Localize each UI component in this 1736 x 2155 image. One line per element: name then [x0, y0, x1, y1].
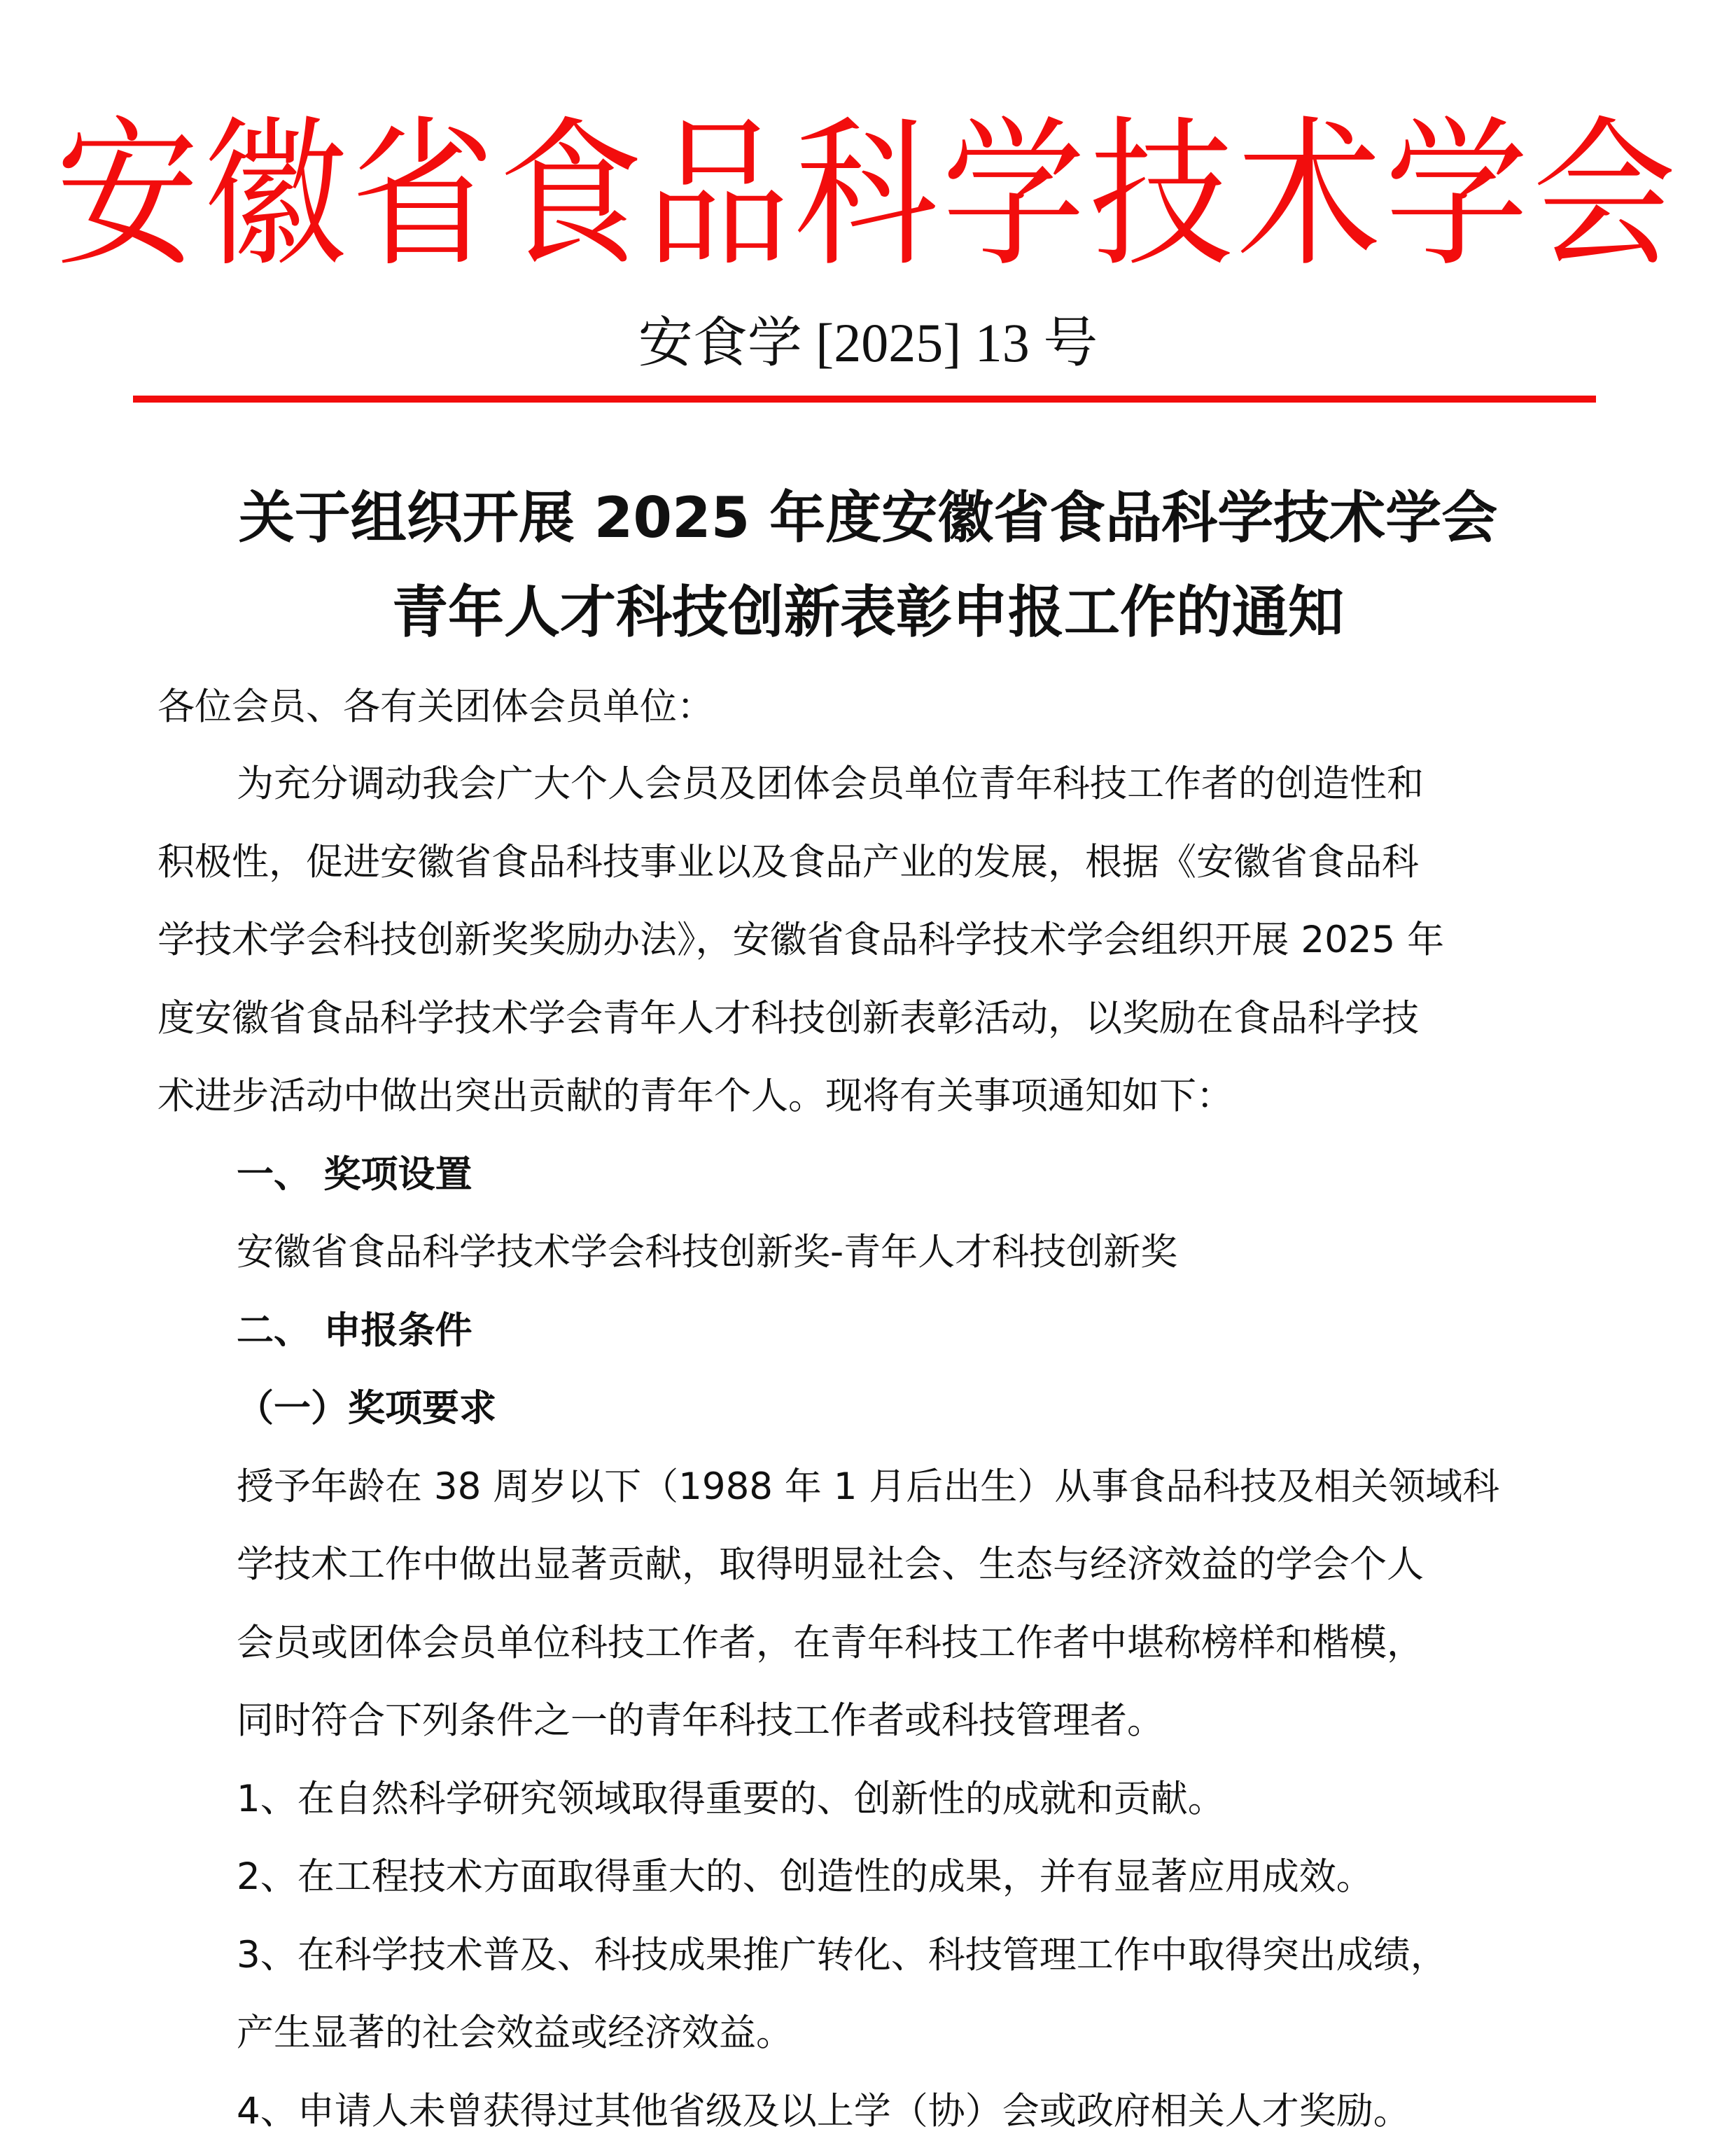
requirement-line: 同时符合下列条件之一的青年科技工作者或科技管理者。 — [237, 1699, 1164, 1742]
intro-paragraph-line: 积极性，促进安徽省食品科技事业以及食品产业的发展，根据《安徽省食品科 — [158, 841, 1419, 884]
condition-item-1: 1、在自然科学研究领域取得重要的、创新性的成就和贡献。 — [237, 1778, 1225, 1820]
condition-item-3: 3、在科学技术普及、科技成果推广转化、科技管理工作中取得突出成绩， — [237, 1934, 1448, 1976]
notice-title-line-2: 青年人才科技创新表彰申报工作的通知 — [392, 580, 1344, 645]
intro-paragraph-line: 度安徽省食品科学技术学会青年人才科技创新表彰活动，以奖励在食品科学技 — [158, 997, 1419, 1040]
award-name: 安徽省食品科学技术学会科技创新奖-青年人才科技创新奖 — [237, 1231, 1178, 1274]
notice-title-line-1: 关于组织开展 2025 年度安徽省食品科学技术学会 — [238, 485, 1498, 550]
condition-item-2: 2、在工程技术方面取得重大的、创造性的成果，并有显著应用成效。 — [237, 1855, 1373, 1898]
section-heading-award-setting: 一、 奖项设置 — [237, 1153, 472, 1196]
requirement-line: 会员或团体会员单位科技工作者，在青年科技工作者中堪称榜样和楷模， — [237, 1622, 1424, 1664]
condition-item-4: 4、申请人未曾获得过其他省级及以上学（协）会或政府相关人才奖励。 — [237, 2090, 1410, 2133]
section-heading-eligibility: 二、 申报条件 — [237, 1309, 472, 1352]
document-number: 安食学 [2025] 13 号 — [638, 312, 1098, 373]
intro-paragraph-line: 为充分调动我会广大个人会员及团体会员单位青年科技工作者的创造性和 — [237, 762, 1424, 805]
requirement-line: 学技术工作中做出显著贡献，取得明显社会、生态与经济效益的学会个人 — [237, 1543, 1424, 1586]
condition-item-3-continued: 产生显著的社会效益或经济效益。 — [237, 2011, 793, 2054]
salutation: 各位会员、各有关团体会员单位： — [158, 685, 714, 728]
intro-paragraph-line: 学技术学会科技创新奖奖励办法》，安徽省食品科学技术学会组织开展 2025 年 — [158, 919, 1445, 961]
organization-masthead: 安徽省食品科学技术学会 — [55, 102, 1681, 289]
red-divider-line — [133, 396, 1596, 403]
subheading-award-requirements: （一）奖项要求 — [237, 1387, 496, 1430]
requirement-line: 授予年龄在 38 周岁以下（1988 年 1 月后出生）从事食品科技及相关领域科 — [237, 1465, 1500, 1508]
intro-paragraph-line: 术进步活动中做出突出贡献的青年个人。现将有关事项通知如下： — [158, 1075, 1233, 1117]
